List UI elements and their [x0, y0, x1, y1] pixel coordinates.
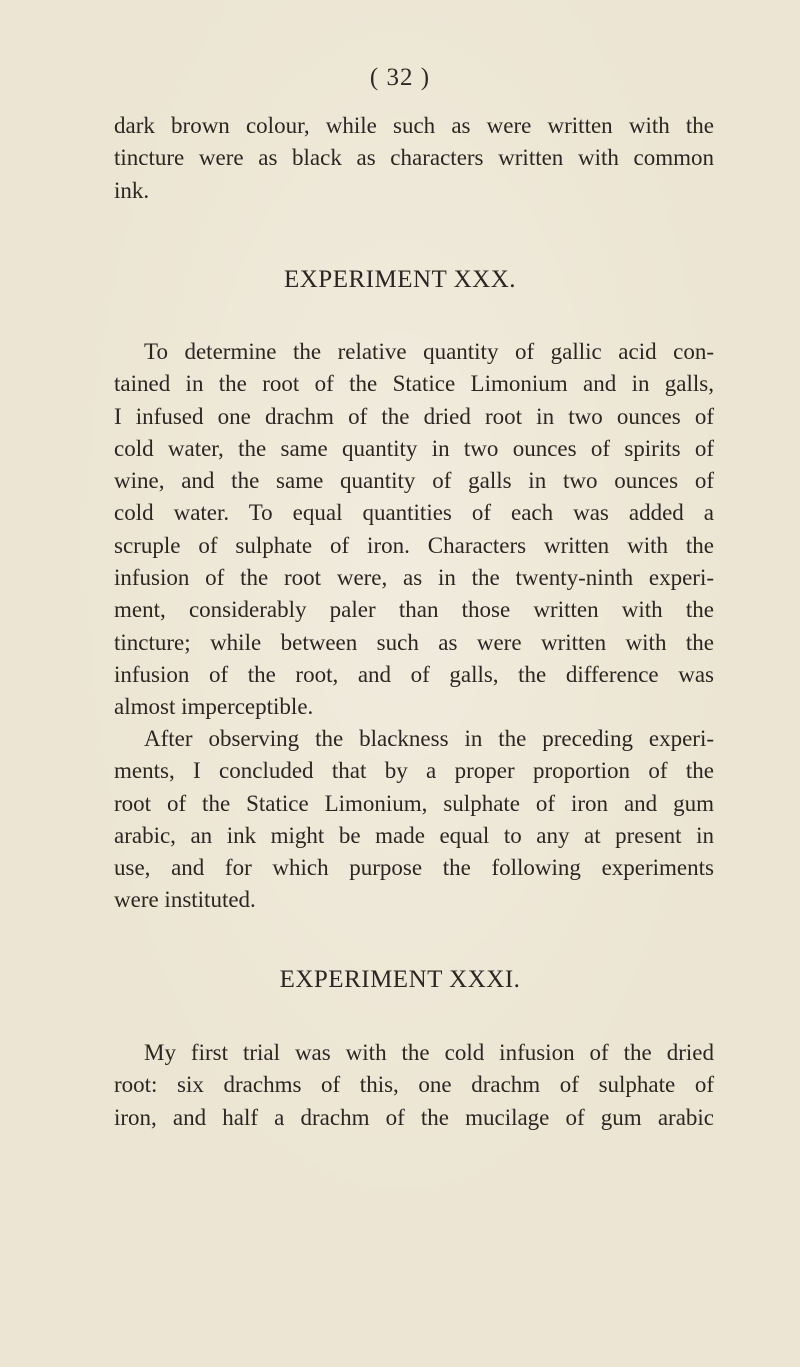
text-line: After observing the blackness in the preceding experi- [144, 726, 714, 751]
paragraph-experiment-xxx [114, 336, 714, 724]
text-line: use, and for which purpose the following experiments [114, 855, 714, 881]
text-line: were instituted. [114, 887, 256, 913]
text-line: tincture; while between such as were written with the [114, 629, 714, 655]
text-line: My first trial was with the cold infusion of the dried [144, 1040, 714, 1065]
experiment-heading: EXPERIMENT XXX. [283, 266, 517, 293]
text-line: wine, and the same quantity of galls in two ounces of [114, 468, 714, 494]
paragraph-after-observing [114, 723, 714, 917]
text-line: root of the Statice Limonium, sulphate of iron and gum [114, 790, 714, 816]
text-line: scruple of sulphate of iron. Characters written with the [114, 532, 714, 558]
text-line: root: six drachms of this, one drachm of sulphate of [114, 1072, 714, 1098]
text-line: tained in the root of the Statice Limonium and in galls, [114, 371, 714, 397]
text-line: iron, and half a drachm of the mucilage of gum arabic [114, 1104, 714, 1130]
text-line: ink. [114, 177, 150, 203]
text-line: almost imperceptible. [114, 694, 314, 720]
experiment-heading: EXPERIMENT XXXI. [279, 966, 521, 993]
text-line: arabic, an ink might be made equal to any at present in [114, 822, 714, 848]
text-line: I infused one drachm of the dried root in two ounces of [114, 403, 714, 429]
page-number: ( 32 ) [369, 64, 431, 91]
text-line: infusion of the root were, as in the twenty-ninth experi- [114, 565, 714, 591]
text-line: dark brown colour, while such as were written with the [114, 113, 714, 138]
text-line: To determine the relative quantity of gallic acid con- [144, 339, 714, 364]
text-line: cold water. To equal quantities of each was added a [114, 500, 714, 526]
text-line: cold water, the same quantity in two ounces of spirits of [114, 435, 714, 461]
text-line: ment, considerably paler than those written with the [114, 597, 714, 623]
paragraph-experiment-xxxi [114, 1037, 714, 1134]
text-line: tincture were as black as characters written with common [114, 145, 714, 171]
text-line: ments, I concluded that by a proper proportion of the [114, 758, 714, 784]
paragraph-intro [114, 110, 714, 207]
text-line: infusion of the root, and of galls, the difference was [114, 661, 714, 687]
